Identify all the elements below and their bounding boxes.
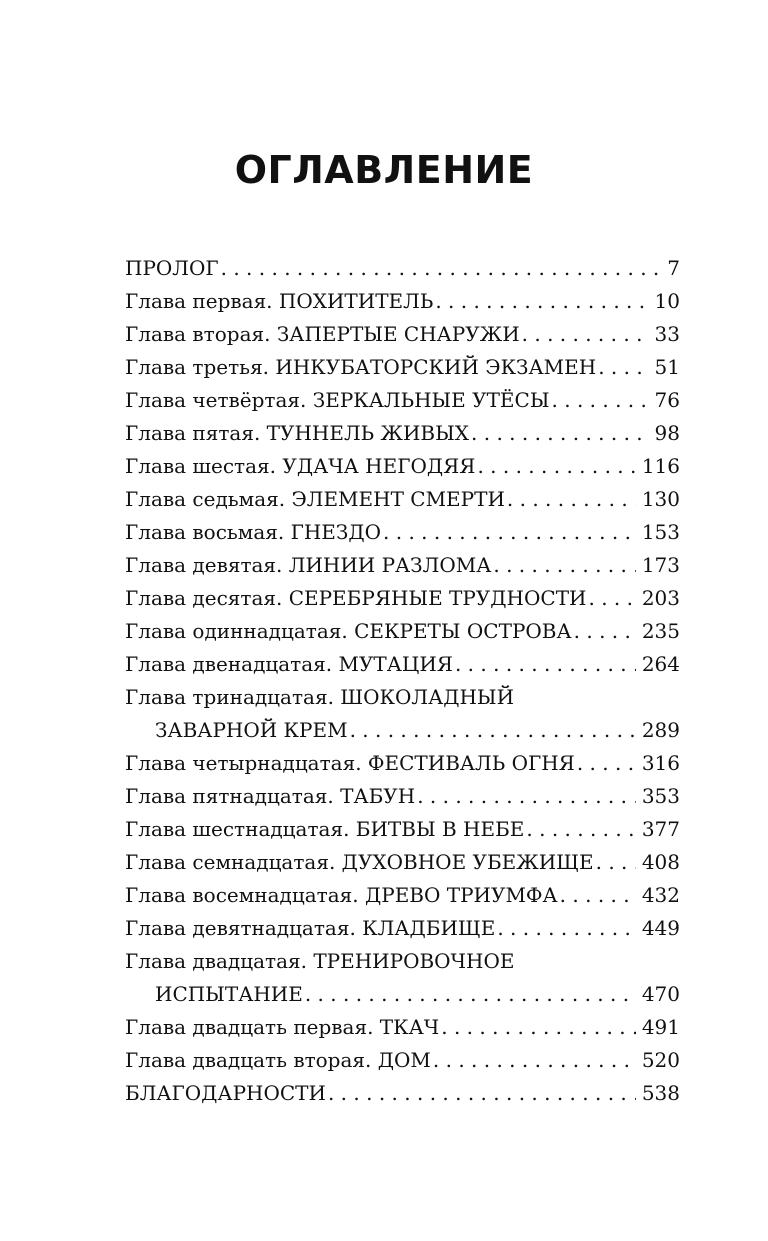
toc-entry-page: 98 xyxy=(654,421,680,445)
toc-entry-label: Глава двенадцатая. МУТАЦИЯ xyxy=(125,652,453,676)
toc-entry-label: Глава восьмая. ГНЕЗДО xyxy=(125,520,382,544)
toc-entry-label: Глава седьмая. ЭЛЕМЕНТ СМЕРТИ xyxy=(125,487,505,511)
toc-entry-page: 33 xyxy=(654,322,680,346)
toc-entry-page: 289 xyxy=(641,718,680,742)
leader-dots xyxy=(471,417,649,450)
leader-dots xyxy=(588,582,635,615)
toc-entry-label-line2: ИСПЫТАНИЕ xyxy=(155,982,303,1006)
leader-dots xyxy=(552,384,649,417)
toc-entry-page: 7 xyxy=(667,256,680,280)
toc-entry-label: ПРОЛОГ xyxy=(125,256,219,280)
toc-entry-label-line2: ЗАВАРНОЙ КРЕМ xyxy=(155,718,348,742)
leader-dots xyxy=(574,615,636,648)
toc-entry-label: Глава четырнадцатая. ФЕСТИВАЛЬ ОГНЯ xyxy=(125,751,575,775)
leader-dots xyxy=(455,648,636,681)
leader-dots xyxy=(433,1044,636,1077)
leader-dots xyxy=(305,978,636,1011)
toc-entry-label-line1: Глава двадцатая. ТРЕНИРОВОЧНОЕ xyxy=(125,949,515,973)
toc-entry-label: Глава десятая. СЕРЕБРЯНЫЕ ТРУДНОСТИ xyxy=(125,586,587,610)
page-title: ОГЛАВЛЕНИЕ xyxy=(234,148,534,192)
toc-entry-label: Глава пятнадцатая. ТАБУН xyxy=(125,784,416,808)
toc-entry xyxy=(125,1044,680,1077)
toc-entry xyxy=(125,351,680,384)
toc-entry xyxy=(125,846,680,879)
toc-entry-multiline xyxy=(125,945,680,1011)
toc-entry-page: 432 xyxy=(641,883,680,907)
toc-entry-label: Глава пятая. ТУННЕЛЬ ЖИВЫХ xyxy=(125,421,470,445)
leader-dots xyxy=(526,813,635,846)
toc-entry xyxy=(125,615,680,648)
toc-entry-page: 353 xyxy=(641,784,680,808)
leader-dots xyxy=(560,879,636,912)
leader-dots xyxy=(497,912,636,945)
toc-entry-label-line1: Глава тринадцатая. ШОКОЛАДНЫЙ xyxy=(125,685,515,709)
toc-entry-page: 449 xyxy=(641,916,680,940)
toc-entry xyxy=(125,1011,680,1044)
leader-dots xyxy=(435,285,648,318)
toc-entry-label: Глава вторая. ЗАПЕРТЫЕ СНАРУЖИ xyxy=(125,322,520,346)
toc-entry-page: 408 xyxy=(641,850,680,874)
toc-entry-label: Глава семнадцатая. ДУХОВНОЕ УБЕЖИЩЕ xyxy=(125,850,594,874)
leader-dots xyxy=(328,1077,636,1110)
toc-entry-page: 10 xyxy=(654,289,680,313)
toc-entry xyxy=(125,483,680,516)
toc-entry xyxy=(125,549,680,582)
table-of-contents xyxy=(125,252,680,1110)
leader-dots xyxy=(441,1011,636,1044)
toc-entry-page: 470 xyxy=(641,982,680,1006)
toc-entry-label: Глава шестнадцатая. БИТВЫ В НЕБЕ xyxy=(125,817,525,841)
leader-dots xyxy=(493,549,635,582)
toc-entry-label: Глава первая. ПОХИТИТЕЛЬ xyxy=(125,289,434,313)
toc-entry-label: Глава четвёртая. ЗЕРКАЛЬНЫЕ УТЁСЫ xyxy=(125,388,550,412)
toc-entry-label: Глава девятнадцатая. КЛАДБИЩЕ xyxy=(125,916,496,940)
leader-dots xyxy=(598,351,648,384)
toc-entry xyxy=(125,516,680,549)
toc-entry xyxy=(125,285,680,318)
toc-entry-page: 203 xyxy=(641,586,680,610)
toc-entry xyxy=(125,879,680,912)
toc-entry-page: 491 xyxy=(641,1015,680,1039)
toc-entry-page: 377 xyxy=(641,817,680,841)
toc-entry-page: 538 xyxy=(641,1081,680,1105)
toc-entry-label: Глава шестая. УДАЧА НЕГОДЯЯ xyxy=(125,454,476,478)
toc-entry-label: Глава третья. ИНКУБАТОРСКИЙ ЭКЗАМЕН xyxy=(125,355,597,379)
toc-entry-page: 520 xyxy=(641,1048,680,1072)
toc-entry xyxy=(125,912,680,945)
toc-entry-page: 130 xyxy=(641,487,680,511)
toc-entry-label: Глава двадцать вторая. ДОМ xyxy=(125,1048,431,1072)
toc-entry-page: 153 xyxy=(641,520,680,544)
leader-dots xyxy=(522,318,649,351)
toc-entry xyxy=(125,384,680,417)
toc-entry-page: 51 xyxy=(654,355,680,379)
toc-entry xyxy=(125,648,680,681)
toc-entry-page: 76 xyxy=(654,388,680,412)
toc-entry xyxy=(125,780,680,813)
leader-dots xyxy=(477,450,635,483)
toc-entry-page: 173 xyxy=(641,553,680,577)
leader-dots xyxy=(596,846,636,879)
toc-entry-page: 116 xyxy=(641,454,680,478)
toc-entry-multiline xyxy=(125,681,680,747)
toc-entry-page: 316 xyxy=(641,751,680,775)
leader-dots xyxy=(507,483,636,516)
toc-entry-page: 235 xyxy=(641,619,680,643)
toc-entry xyxy=(125,417,680,450)
toc-entry xyxy=(125,318,680,351)
toc-entry xyxy=(125,252,680,285)
toc-entry-label: Глава одиннадцатая. СЕКРЕТЫ ОСТРОВА xyxy=(125,619,572,643)
leader-dots xyxy=(350,714,636,747)
toc-entry-label: Глава восемнадцатая. ДРЕВО ТРИУМФА xyxy=(125,883,558,907)
toc-entry-label: Глава двадцать первая. ТКАЧ xyxy=(125,1015,440,1039)
toc-entry xyxy=(125,813,680,846)
leader-dots xyxy=(383,516,636,549)
toc-entry xyxy=(125,450,680,483)
toc-entry-page: 264 xyxy=(641,652,680,676)
leader-dots xyxy=(417,780,636,813)
toc-entry-label: Глава девятая. ЛИНИИ РАЗЛОМА xyxy=(125,553,492,577)
toc-entry xyxy=(125,747,680,780)
leader-dots xyxy=(221,252,662,285)
toc-entry xyxy=(125,1077,680,1110)
toc-entry xyxy=(125,582,680,615)
toc-entry-label: БЛАГОДАРНОСТИ xyxy=(125,1081,326,1105)
leader-dots xyxy=(577,747,636,780)
